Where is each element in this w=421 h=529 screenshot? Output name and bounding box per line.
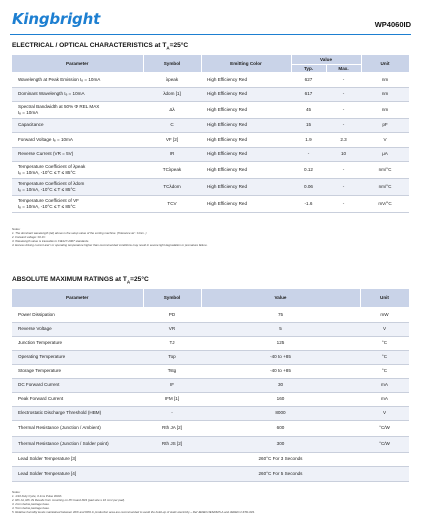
eo-color-cell: High Efficiency Red bbox=[201, 118, 291, 132]
amr-symbol-cell: Tstg bbox=[143, 364, 201, 378]
eo-symbol-cell: VF [2] bbox=[143, 132, 201, 147]
eo-max-cell: - bbox=[326, 161, 361, 178]
eo-title-sub: A bbox=[166, 45, 170, 51]
eo-unit-cell: nm/°C bbox=[361, 161, 409, 178]
eo-unit-cell: nm bbox=[361, 87, 409, 101]
eo-max-cell: - bbox=[326, 195, 361, 212]
amr-title-tail: =25°C bbox=[130, 276, 149, 283]
amr-table-row bbox=[12, 436, 409, 452]
amr-title-main: ABSOLUTE MAXIMUM RATINGS at T bbox=[12, 276, 127, 283]
eo-color-cell: High Efficiency Red bbox=[201, 161, 291, 178]
eo-note-line: 3. Wavelength value is traceable to CIE127-2007 standards. bbox=[12, 238, 90, 243]
eo-symbol-cell: Δλ bbox=[143, 101, 201, 118]
amr-symbol-cell: PD bbox=[143, 307, 201, 322]
amr-note-line: 5. Relative humidity levels maintained between 40% and 60% in production area are recommended to avoid the build-up of static electricity – Ref JEDEC/JESD625-A and JEDEC/J-STD-033. bbox=[12, 509, 255, 514]
amr-table-row bbox=[12, 392, 409, 406]
amr-param-cell: Electrostatic Discharge Threshold (HBM) bbox=[12, 406, 143, 420]
amr-title-sub: A bbox=[126, 279, 131, 285]
eo-header-typ: Typ. bbox=[291, 64, 326, 72]
eo-symbol-cell: C bbox=[143, 118, 201, 132]
eo-note-line: Notes: bbox=[12, 227, 21, 231]
amr-value-cell: 160 bbox=[201, 392, 360, 406]
amr-header-unit: Unit bbox=[360, 289, 409, 307]
amr-value-cell: -40 to +85 bbox=[201, 350, 360, 364]
amr-value-cell: 125 bbox=[201, 336, 360, 350]
amr-symbol-cell: - bbox=[143, 406, 201, 420]
eo-typ-cell: - bbox=[291, 147, 326, 161]
amr-unit-cell bbox=[360, 466, 409, 481]
amr-value-cell: 600 bbox=[201, 420, 360, 436]
amr-unit-cell: mA bbox=[360, 392, 409, 406]
eo-symbol-cell: IR bbox=[143, 147, 201, 161]
amr-note-line: Notes: bbox=[12, 490, 21, 494]
eo-table-row bbox=[12, 195, 409, 212]
eo-header-unit: Unit bbox=[361, 55, 409, 72]
eo-table-row bbox=[12, 101, 409, 118]
eo-header-color: Emitting Color bbox=[201, 55, 291, 72]
eo-table-row bbox=[12, 118, 409, 132]
amr-table-row bbox=[12, 406, 409, 420]
eo-param-cell: Temperature Coefficient of VF Iₑ = 10mA, -10°C ≤ T ≤ 85°C bbox=[12, 195, 143, 212]
eo-table-row bbox=[12, 72, 409, 87]
amr-value-cell: 5 bbox=[201, 322, 360, 336]
amr-param-cell: Lead Solder Temperature [4] bbox=[12, 466, 143, 481]
amr-unit-cell: °C/W bbox=[360, 420, 409, 436]
eo-param-cell: Dominant Wavelength Iₑ = 10mA bbox=[12, 87, 143, 101]
amr-symbol-cell: IFM [1] bbox=[143, 392, 201, 406]
amr-section-title bbox=[12, 276, 149, 284]
eo-notes bbox=[12, 228, 208, 248]
amr-table-row bbox=[12, 322, 409, 336]
amr-unit-cell: °C bbox=[360, 364, 409, 378]
amr-header-parameter: Parameter bbox=[12, 289, 143, 307]
eo-unit-cell: mV/°C bbox=[361, 195, 409, 212]
eo-symbol-cell: TCλpeak bbox=[143, 161, 201, 178]
eo-typ-cell: 617 bbox=[291, 87, 326, 101]
amr-header-symbol: Symbol bbox=[143, 289, 201, 307]
eo-color-cell: High Efficiency Red bbox=[201, 87, 291, 101]
eo-title-tail: =25°C bbox=[169, 42, 189, 49]
amr-header-value: Value bbox=[201, 289, 360, 307]
amr-param-cell: Peak Forward Current bbox=[12, 392, 143, 406]
eo-param-cell: Capacitance bbox=[12, 118, 143, 132]
eo-color-cell: High Efficiency Red bbox=[201, 132, 291, 147]
amr-value-cell: 8000 bbox=[201, 406, 360, 420]
header-divider bbox=[10, 34, 411, 35]
part-number: WP4060ID bbox=[374, 20, 411, 29]
amr-value-cell: 260°C For 3 Seconds bbox=[201, 452, 360, 466]
eo-table-row bbox=[12, 132, 409, 147]
eo-typ-cell: 0.12 bbox=[291, 161, 326, 178]
amr-note-line: 4. 5mm below package base. bbox=[12, 505, 50, 510]
eo-typ-cell: 15 bbox=[291, 118, 326, 132]
eo-param-cell: Forward Voltage Iₑ = 10mA bbox=[12, 132, 143, 147]
amr-notes bbox=[12, 491, 255, 515]
amr-table-row bbox=[12, 307, 409, 322]
amr-value-cell: 75 bbox=[201, 307, 360, 322]
amr-symbol-cell: Rth JA [2] bbox=[143, 420, 201, 436]
amr-table-row bbox=[12, 336, 409, 350]
eo-typ-cell: 627 bbox=[291, 72, 326, 87]
amr-unit-cell: °C bbox=[360, 350, 409, 364]
eo-note-line: 4. Excess driving current and / or operating temperature higher than recommended conditions may result in severe light degradation or premature failure. bbox=[12, 242, 208, 247]
eo-max-cell: - bbox=[326, 118, 361, 132]
eo-param-cell: Reverse Current (VR = 5V) bbox=[12, 147, 143, 161]
eo-max-cell: - bbox=[326, 178, 361, 195]
amr-param-cell: Power Dissipation bbox=[12, 307, 143, 322]
amr-symbol-cell bbox=[143, 466, 201, 481]
amr-unit-cell: V bbox=[360, 322, 409, 336]
amr-unit-cell bbox=[360, 452, 409, 466]
eo-section-title bbox=[12, 42, 188, 50]
eo-param-cell: Temperature Coefficient of λdom Iₑ = 10mA, -10°C ≤ T ≤ 85°C bbox=[12, 178, 143, 195]
eo-max-cell: 2.3 bbox=[326, 132, 361, 147]
eo-param-cell: Temperature Coefficient of λpeak Iₑ = 10mA, -10°C ≤ T ≤ 85°C bbox=[12, 161, 143, 178]
eo-unit-cell: V bbox=[361, 132, 409, 147]
amr-table bbox=[12, 289, 410, 482]
eo-typ-cell: -1.6 bbox=[291, 195, 326, 212]
eo-header-symbol: Symbol bbox=[143, 55, 201, 72]
amr-value-cell: 260°C For 5 Seconds bbox=[201, 466, 360, 481]
eo-unit-cell: nm bbox=[361, 72, 409, 87]
amr-symbol-cell: Top bbox=[143, 350, 201, 364]
page-header bbox=[10, 8, 411, 34]
amr-param-cell: Storage Temperature bbox=[12, 364, 143, 378]
eo-color-cell: High Efficiency Red bbox=[201, 147, 291, 161]
eo-unit-cell: pF bbox=[361, 118, 409, 132]
amr-unit-cell: mW bbox=[360, 307, 409, 322]
amr-table-row bbox=[12, 452, 409, 466]
amr-symbol-cell: TJ bbox=[143, 336, 201, 350]
eo-header-value: Value bbox=[291, 55, 361, 64]
eo-param-cell: Spectral Bandwidth at 50% Φ REL MAX Iₑ = 10mA bbox=[12, 101, 143, 118]
amr-note-line: 1. 1/10 Duty Cycle, 0.1ms Pulse Width. bbox=[12, 493, 63, 498]
eo-note-line: 1. The dominant wavelength (λd) above is the setup value of the sorting machine. (Tolerance λd : ±1nm. ) bbox=[12, 230, 147, 235]
amr-param-cell: Junction Temperature bbox=[12, 336, 143, 350]
amr-value-cell: 30 bbox=[201, 378, 360, 392]
amr-symbol-cell: IF bbox=[143, 378, 201, 392]
eo-symbol-cell: TCV bbox=[143, 195, 201, 212]
amr-value-cell: -40 to +85 bbox=[201, 364, 360, 378]
eo-header-parameter: Parameter bbox=[12, 55, 143, 72]
amr-table-row bbox=[12, 378, 409, 392]
eo-unit-cell: nm bbox=[361, 101, 409, 118]
amr-unit-cell: °C bbox=[360, 336, 409, 350]
brand-logo: Kingbright bbox=[12, 10, 101, 28]
eo-symbol-cell: TCλdom bbox=[143, 178, 201, 195]
amr-param-cell: DC Forward Current bbox=[12, 378, 143, 392]
amr-symbol-cell bbox=[143, 452, 201, 466]
amr-param-cell: Operating Temperature bbox=[12, 350, 143, 364]
eo-table-row bbox=[12, 161, 409, 178]
amr-param-cell: Lead Solder Temperature [3] bbox=[12, 452, 143, 466]
eo-symbol-cell: λdom [1] bbox=[143, 87, 201, 101]
eo-max-cell: - bbox=[326, 72, 361, 87]
eo-max-cell: - bbox=[326, 101, 361, 118]
eo-table bbox=[12, 55, 410, 213]
amr-table-row bbox=[12, 466, 409, 481]
amr-unit-cell: °C/W bbox=[360, 436, 409, 452]
eo-note-line: 2. Forward voltage: ±0.1V. bbox=[12, 234, 46, 239]
amr-value-cell: 300 bbox=[201, 436, 360, 452]
eo-param-cell: Wavelength at Peak Emission Iₑ = 10mA bbox=[12, 72, 143, 87]
eo-max-cell: - bbox=[326, 87, 361, 101]
amr-symbol-cell: Rth JS [2] bbox=[143, 436, 201, 452]
eo-table-row bbox=[12, 87, 409, 101]
eo-header-max: Max. bbox=[326, 64, 361, 72]
eo-table-row bbox=[12, 178, 409, 195]
amr-param-cell: Thermal Resistance (Junction / Ambient) bbox=[12, 420, 143, 436]
eo-symbol-cell: λpeak bbox=[143, 72, 201, 87]
eo-typ-cell: 45 bbox=[291, 101, 326, 118]
eo-color-cell: High Efficiency Red bbox=[201, 72, 291, 87]
amr-unit-cell: V bbox=[360, 406, 409, 420]
eo-title-main: ELECTRICAL / OPTICAL CHARACTERISTICS at T bbox=[12, 42, 167, 49]
amr-param-cell: Thermal Resistance (Junction / Solder point) bbox=[12, 436, 143, 452]
amr-table-row bbox=[12, 420, 409, 436]
amr-symbol-cell: VR bbox=[143, 322, 201, 336]
amr-note-line: 3. 2mm below package base. bbox=[12, 501, 50, 506]
eo-table-row bbox=[12, 147, 409, 161]
eo-typ-cell: 0.06 bbox=[291, 178, 326, 195]
amr-unit-cell: mA bbox=[360, 378, 409, 392]
eo-unit-cell: μA bbox=[361, 147, 409, 161]
amr-param-cell: Reverse Voltage bbox=[12, 322, 143, 336]
eo-unit-cell: nm/°C bbox=[361, 178, 409, 195]
amr-table-row bbox=[12, 350, 409, 364]
eo-max-cell: 10 bbox=[326, 147, 361, 161]
eo-typ-cell: 1.9 bbox=[291, 132, 326, 147]
eo-color-cell: High Efficiency Red bbox=[201, 195, 291, 212]
amr-table-row bbox=[12, 364, 409, 378]
eo-color-cell: High Efficiency Red bbox=[201, 178, 291, 195]
amr-note-line: 2. Rth JA ,Rth JS Results from mounting on PC board FR4 (pad size ≥ 16 mm² per pad). bbox=[12, 497, 125, 502]
eo-color-cell: High Efficiency Red bbox=[201, 101, 291, 118]
